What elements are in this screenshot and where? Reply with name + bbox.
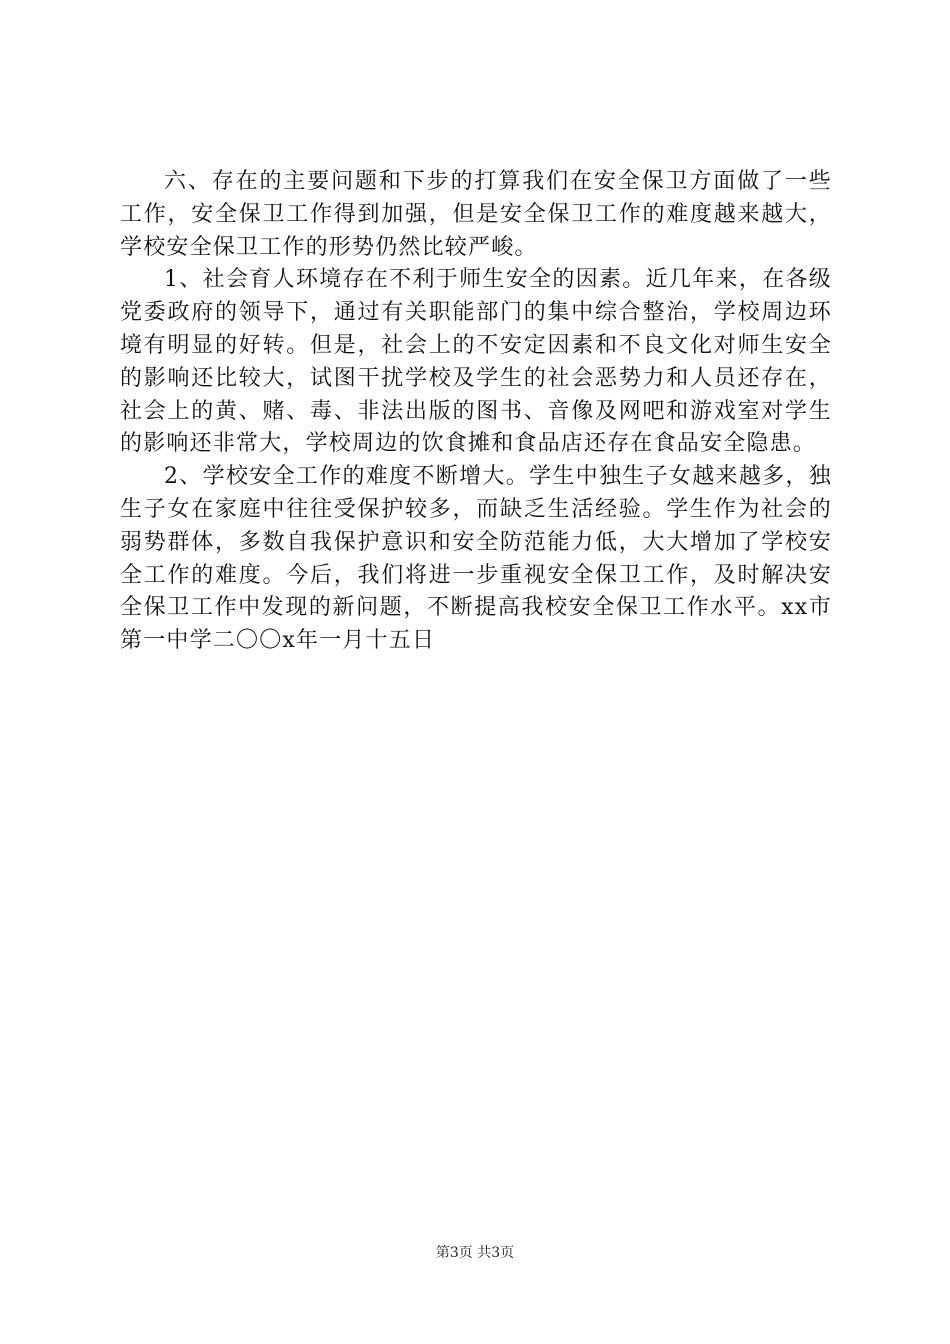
paragraph-social-environment: 1、社会育人环境存在不利于师生安全的因素。近几年来，在各级党委政府的领导下，通过有关职能部门的集中综合整治，学校周边环境有明显的好转。但是，社会上的不安定因素和不良文化对师生安全的影响还比较大，试图干扰学校及学生的社会恶势力和人员还存在，社会上的黄、赌、毒、非法出版的图书、音像及网吧和游戏室对学生的影响还非常大，学校周边的饮食摊和食品店还存在食品安全隐患。 [120,267,832,457]
paragraph-problems-intro: 六、存在的主要问题和下步的打算我们在安全保卫方面做了一些工作，安全保卫工作得到加强，但是安全保卫工作的难度越来越大，学校安全保卫工作的形势仍然比较严峻。 [120,169,832,260]
document-body [120,166,832,658]
paragraph-safety-difficulty: 2、学校安全工作的难度不断增大。学生中独生子女越来越多，独生子女在家庭中往往受保护较多，而缺乏生活经验。学生作为社会的弱势群体，多数自我保护意识和安全防范能力低，大大增加了学校安全工作的难度。今后，我们将进一步重视安全保卫工作，及时解决安全保卫工作中发现的新问题，不断提高我校安全保卫工作水平。xx市第一中学二〇〇x年一月十五日 [120,464,832,654]
page-footer [0,1244,950,1262]
page-number-label: 第3页 共3页 [435,1245,515,1261]
